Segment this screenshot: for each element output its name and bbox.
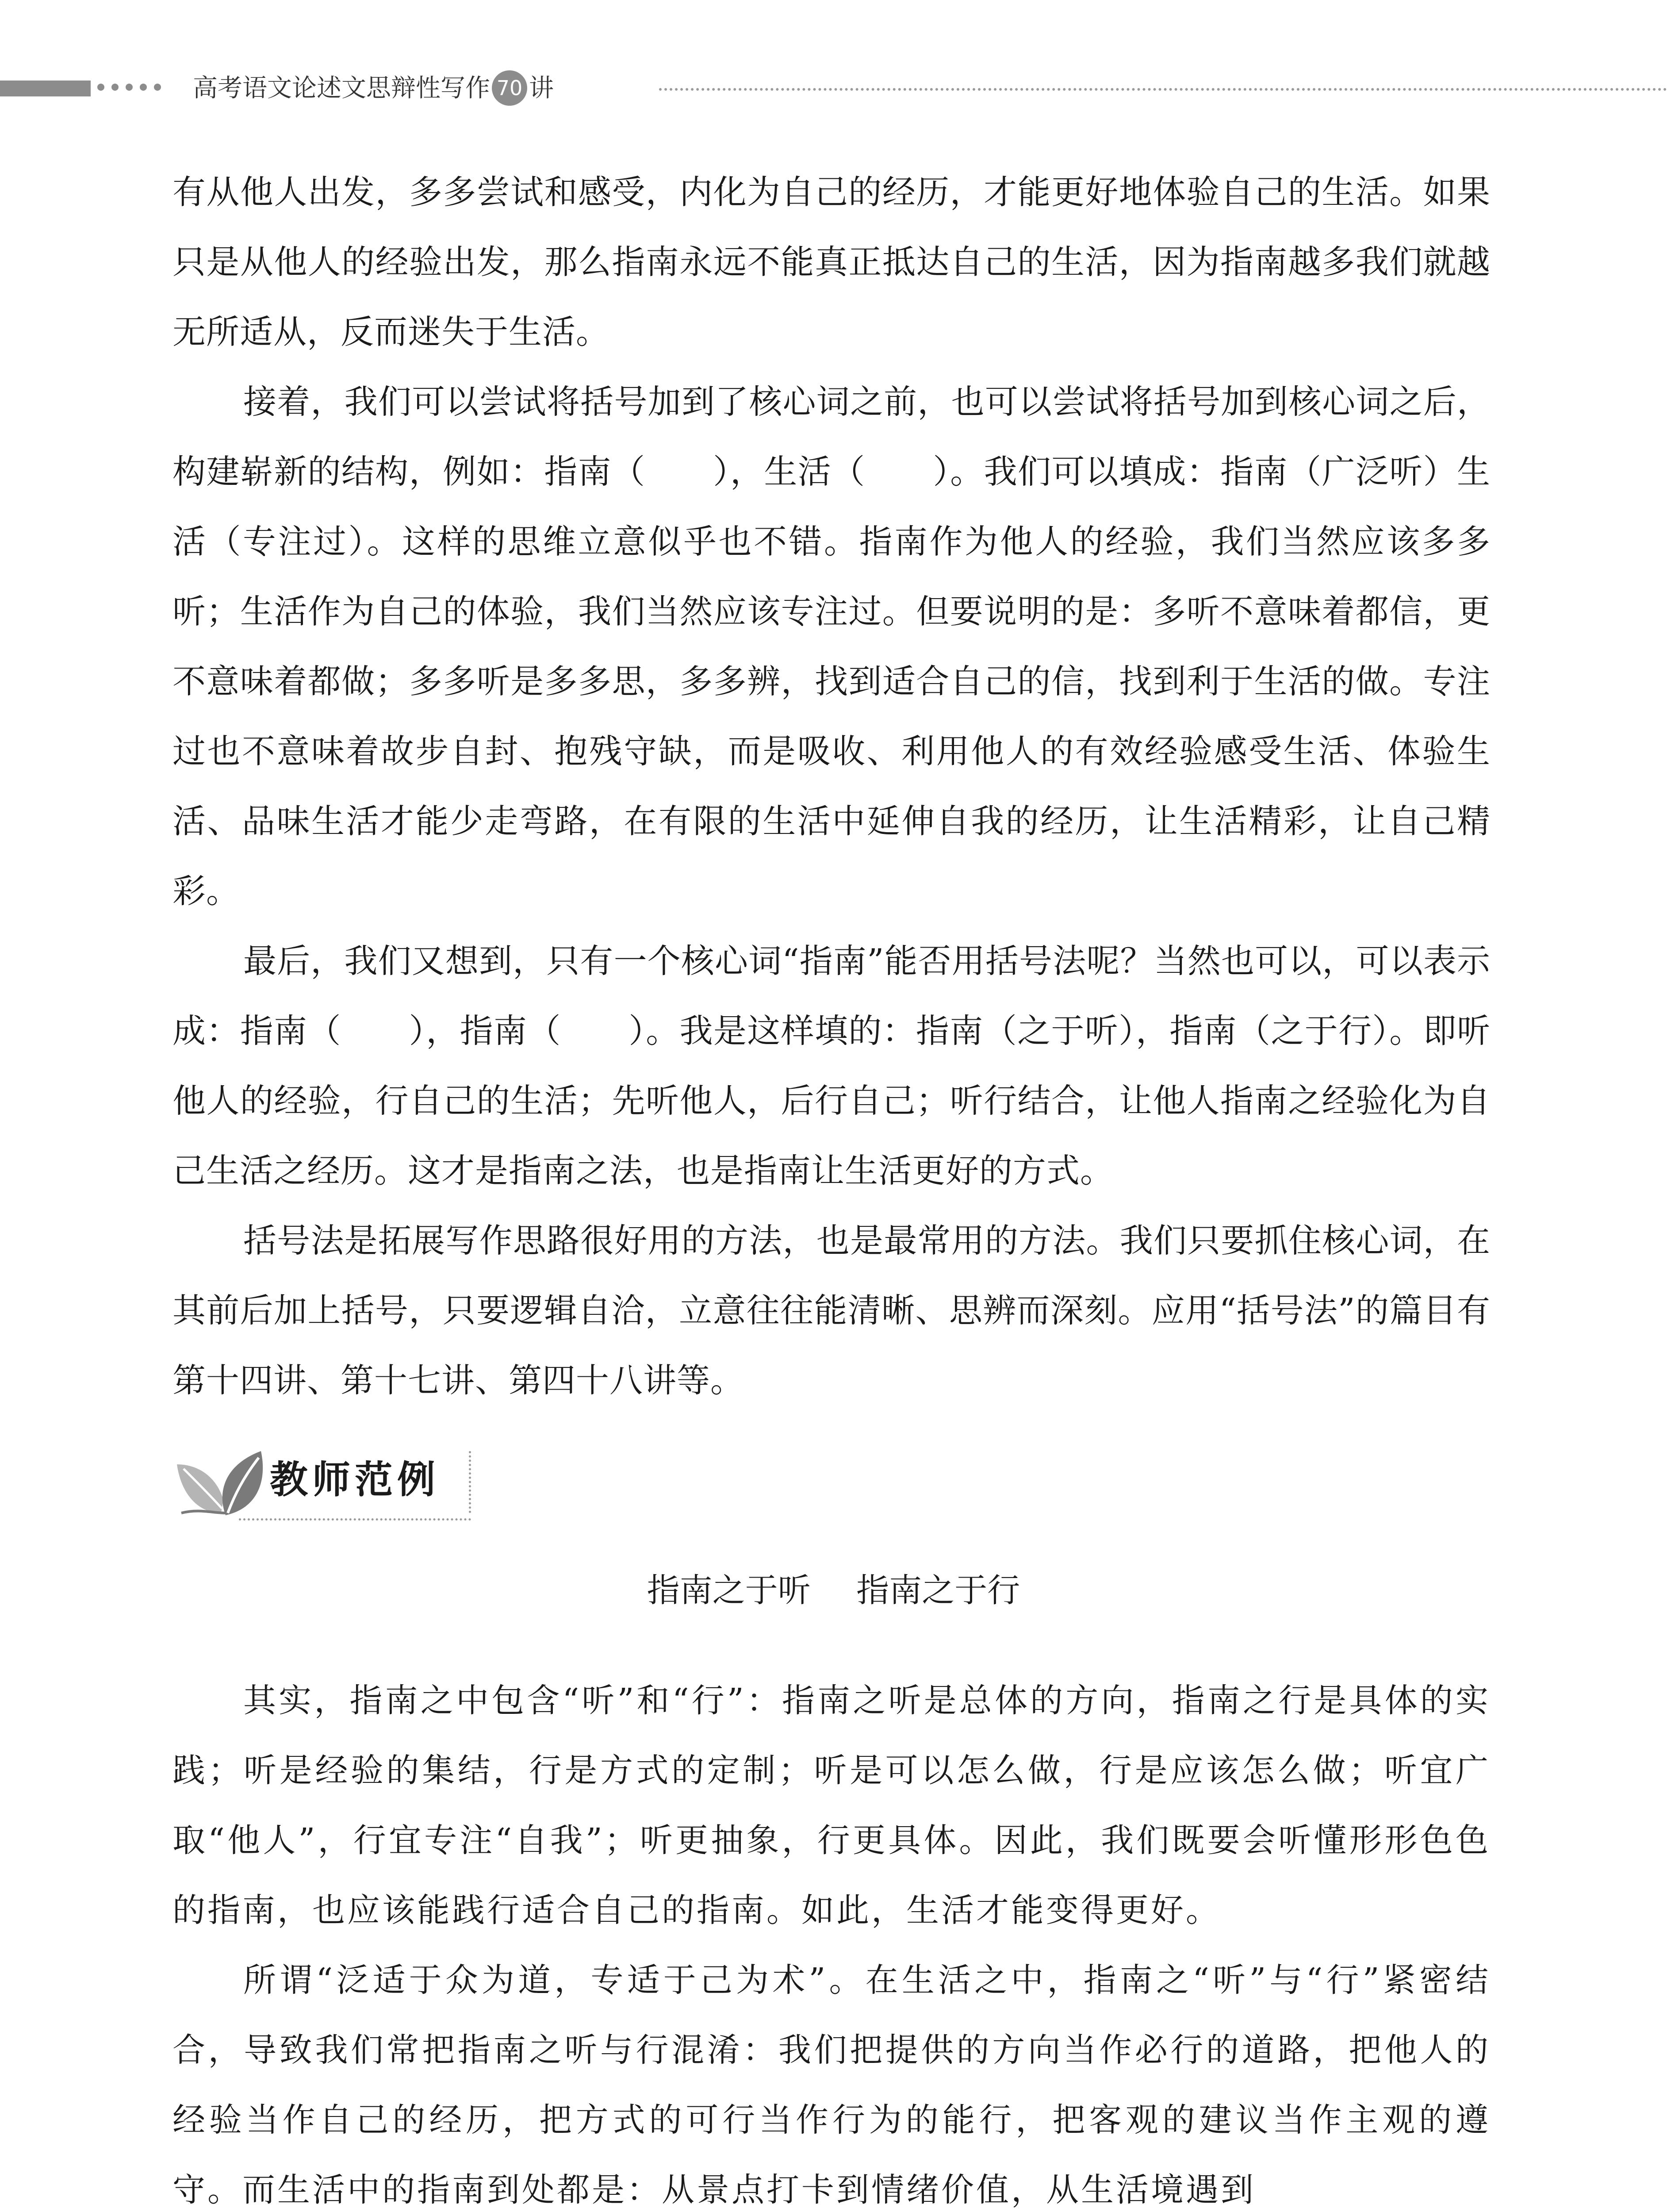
header-bar: [0, 81, 91, 96]
header-dotted-line: [659, 88, 1667, 91]
section-heading: [172, 1442, 482, 1522]
header-dots: [97, 82, 186, 95]
section-divider: [469, 1451, 471, 1513]
leaf-icon: [172, 1447, 274, 1522]
running-title-suffix: 讲: [529, 74, 554, 103]
essay-paragraph: 所谓“泛适于众为道，专适于己为术”。在生活之中，指南之“听”与“行”紧密结合，导致我们常把指南之听与行混淆：我们把提供的方向当作必行的道路，把他人的经验当作自己的经历，把方式的可行当作行为的能行，把客观的建议当作主观的遵守。而生活中的指南到处都是：从景点打卡到情绪价值，从生活境遇到: [172, 1961, 1491, 2209]
essay-body: [172, 1666, 1491, 2212]
footer-arc-ornament: [778, 2208, 889, 2212]
page-header: [0, 62, 1667, 115]
paragraph: 接着，我们可以尝试将括号加到了核心词之前，也可以尝试将括号加到核心词之后，构建崭新的结构，例如：指南（ ），生活（ ）。我们可以填成：指南（广泛听）生活（专注过）。这样的思维立意似乎也不错。指南作为他人的经验，我们当然应该多多听；生活作为自己的体验，我们当然应该专注过。但要说明的是：多听不意味着都信，更不意味着都做；多多听是多多思，多多辨，找到适合自己的信，找到利于生活的做。专注过也不意味着故步自封、抱残守缺，而是吸收、利用他人的有效经验感受生活、体验生活、品味生活才能少走弯路，在有限的生活中延伸自我的经历，让生活精彩，让自己精彩。: [172, 382, 1491, 910]
running-title-text: 高考语文论述文思辩性写作: [193, 74, 490, 103]
essay-paragraph: 其实，指南之中包含“听”和“行”：指南之听是总体的方向，指南之行是具体的实践；听是经验的集结，行是方式的定制；听是可以怎么做，行是应该怎么做；听宜广取“他人”，行宜专注“自我”；听更抽象，行更具体。因此，我们既要会听懂形形色色的指南，也应该能践行适合自己的指南。如此，生活才能变得更好。: [172, 1682, 1491, 1929]
essay-title: 指南之于听 指南之于行: [647, 1571, 1020, 1609]
paragraph: 括号法是拓展写作思路很好用的方法，也是最常用的方法。我们只要抓住核心词，在其前后加上括号，只要逻辑自洽，立意往往能清晰、思辨而深刻。应用“括号法”的篇目有第十四讲、第十七讲、第四十八讲等。: [172, 1221, 1491, 1400]
section-title: 教师范例: [270, 1458, 440, 1502]
lecture-count-badge: 70: [492, 70, 527, 106]
running-title: [193, 67, 554, 110]
section-underline: [239, 1518, 471, 1521]
paragraph: 有从他人出发，多多尝试和感受，内化为自己的经历，才能更好地体验自己的生活。如果只是从他人的经验出发，那么指南永远不能真正抵达自己的生活，因为指南越多我们就越无所适从，反而迷失于生活。: [172, 173, 1491, 351]
paragraph: 最后，我们又想到，只有一个核心词“指南”能否用括号法呢？当然也可以，可以表示成：指南（ ），指南（ ）。我是这样填的：指南（之于听），指南（之于行）。即听他人的经验，行自己的生活；先听他人，后行自己；听行结合，让他人指南之经验化为自己生活之经历。这才是指南之法，也是指南让生活更好的方式。: [172, 941, 1491, 1190]
body-text: [172, 157, 1491, 1415]
page-footer: [778, 2208, 889, 2212]
